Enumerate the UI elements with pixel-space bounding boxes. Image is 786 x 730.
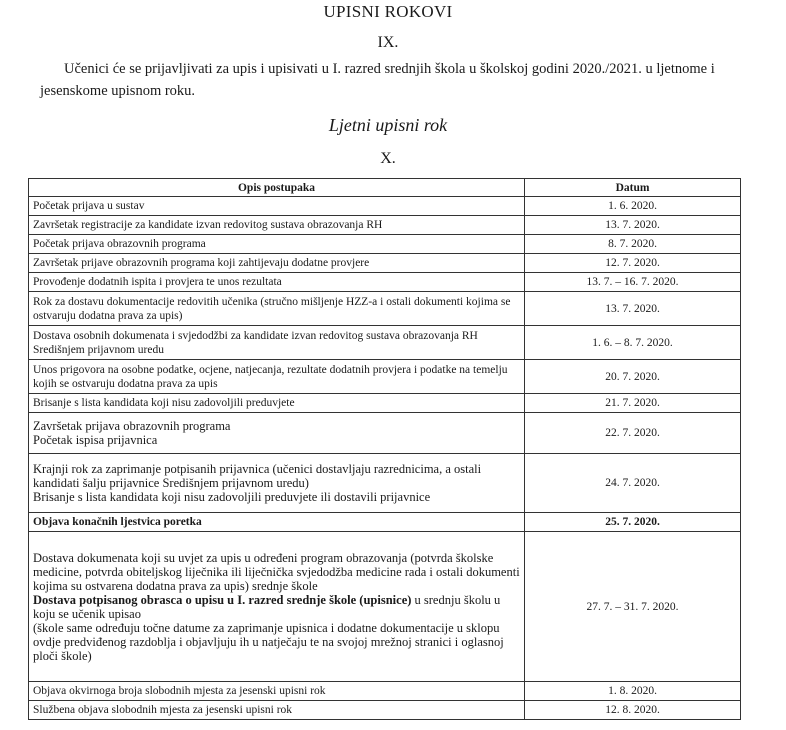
table-row bbox=[29, 273, 741, 292]
table-row bbox=[29, 292, 741, 326]
page-title: UPISNI ROKOVI bbox=[323, 2, 453, 21]
procedure-line: Početak ispisa prijavnica bbox=[33, 433, 158, 447]
date-cell: 25. 7. 2020. bbox=[525, 513, 741, 532]
date-cell: 13. 7. 2020. bbox=[525, 216, 741, 235]
table-row bbox=[29, 235, 741, 254]
date-cell: 12. 8. 2020. bbox=[525, 701, 741, 720]
date-cell: 27. 7. – 31. 7. 2020. bbox=[525, 532, 741, 682]
table-row bbox=[29, 682, 741, 701]
table-row bbox=[29, 360, 741, 394]
intro-paragraph: Učenici će se prijavljivati za upis i upisivati u I. razred srednjih škola u školskoj godini 2020./2021. u ljetnome i jesenskome upisnom roku. bbox=[40, 61, 715, 99]
date-cell: 13. 7. 2020. bbox=[525, 292, 741, 326]
procedure-line: Brisanje s lista kandidata koji nisu zadovoljili preduvjete ili dostavili prijavnice bbox=[33, 490, 431, 504]
procedure-cell: Službena objava slobodnih mjesta za jesenski upisni rok bbox=[29, 701, 525, 720]
date-cell: 8. 7. 2020. bbox=[525, 235, 741, 254]
procedure-cell: Završetak prijave obrazovnih programa koji zahtijevaju dodatne provjere bbox=[29, 254, 525, 273]
procedure-line: Dostava dokumenata koji su uvjet za upis u određeni program obrazovanja (potvrda školske medicine, potvrda obiteljskog liječnika ili liječnička svjedodžba medicine rada i ostali dokumenti kojima su ostvarena dodatna prava za upis) srednje škole bbox=[33, 550, 520, 593]
table-row bbox=[29, 454, 741, 513]
section-number-x: X. bbox=[380, 150, 396, 167]
date-cell: 1. 8. 2020. bbox=[525, 682, 741, 701]
procedure-cell: Rok za dostavu dokumentacije redovitih učenika (stručno mišljenje HZZ-a i ostali dokumenti kojima se ostvaruju dodatna prava za upis) bbox=[29, 292, 525, 326]
date-cell: 20. 7. 2020. bbox=[525, 360, 741, 394]
date-cell: 13. 7. – 16. 7. 2020. bbox=[525, 273, 741, 292]
table-row bbox=[29, 532, 741, 682]
section-subtitle: Ljetni upisni rok bbox=[328, 115, 448, 135]
date-cell: 12. 7. 2020. bbox=[525, 254, 741, 273]
procedure-cell: Unos prigovora na osobne podatke, ocjene, natjecanja, rezultate dodatnih provjera i podatke na temelju kojih se ostvaruju dodatna prava za upis bbox=[29, 360, 525, 394]
table-row bbox=[29, 513, 741, 532]
table-row bbox=[29, 326, 741, 360]
procedure-line bbox=[33, 593, 520, 621]
procedure-cell bbox=[29, 532, 525, 682]
date-cell: 1. 6. 2020. bbox=[525, 197, 741, 216]
procedure-cell bbox=[29, 454, 525, 513]
procedure-text: u srednju školu u koju se učenik upisao bbox=[33, 592, 501, 621]
table-row bbox=[29, 254, 741, 273]
date-cell: 1. 6. – 8. 7. 2020. bbox=[525, 326, 741, 360]
procedure-line: Završetak prijava obrazovnih programa bbox=[33, 419, 231, 433]
schedule-table bbox=[28, 178, 741, 720]
procedure-cell: Objava okvirnoga broja slobodnih mjesta za jesenski upisni rok bbox=[29, 682, 525, 701]
table-row bbox=[29, 413, 741, 454]
procedure-cell: Provođenje dodatnih ispita i provjera te unos rezultata bbox=[29, 273, 525, 292]
table-row bbox=[29, 197, 741, 216]
table-row bbox=[29, 394, 741, 413]
procedure-cell: Dostava osobnih dokumenata i svjedodžbi za kandidate izvan redovitog sustava obrazovanja RH Središnjem prijavnom uredu bbox=[29, 326, 525, 360]
column-header-date: Datum bbox=[525, 179, 741, 197]
procedure-line: Krajnji rok za zaprimanje potpisanih prijavnica (učenici dostavljaju razrednicima, a ostali kandidati šalju prijavnice Središnjem prijavnom uredu) bbox=[33, 462, 482, 490]
procedure-cell: Brisanje s lista kandidata koji nisu zadovoljili preduvjete bbox=[29, 394, 525, 413]
table-header-row bbox=[29, 179, 741, 197]
table-row bbox=[29, 701, 741, 720]
procedure-cell bbox=[29, 413, 525, 454]
date-cell: 21. 7. 2020. bbox=[525, 394, 741, 413]
date-cell: 24. 7. 2020. bbox=[525, 454, 741, 513]
procedure-cell: Završetak registracije za kandidate izvan redovitog sustava obrazovanja RH bbox=[29, 216, 525, 235]
procedure-cell: Objava konačnih ljestvica poretka bbox=[29, 513, 525, 532]
table-row bbox=[29, 216, 741, 235]
column-header-procedure: Opis postupaka bbox=[29, 179, 525, 197]
procedure-cell: Početak prijava obrazovnih programa bbox=[29, 235, 525, 254]
section-number-ix: IX. bbox=[377, 34, 399, 51]
procedure-bold-text: Dostava potpisanog obrasca o upisu u I. razred srednje škole (upisnice) bbox=[33, 592, 412, 607]
procedure-line: (škole same određuju točne datume za zaprimanje upisnica i dodatne dokumentacije u sklopu ovdje predviđenog razdoblja i objavljuju ih u natječaju te na svojoj mrežnoj stranici i oglasnoj ploči škole) bbox=[33, 620, 504, 663]
date-cell: 22. 7. 2020. bbox=[525, 413, 741, 454]
procedure-cell: Početak prijava u sustav bbox=[29, 197, 525, 216]
